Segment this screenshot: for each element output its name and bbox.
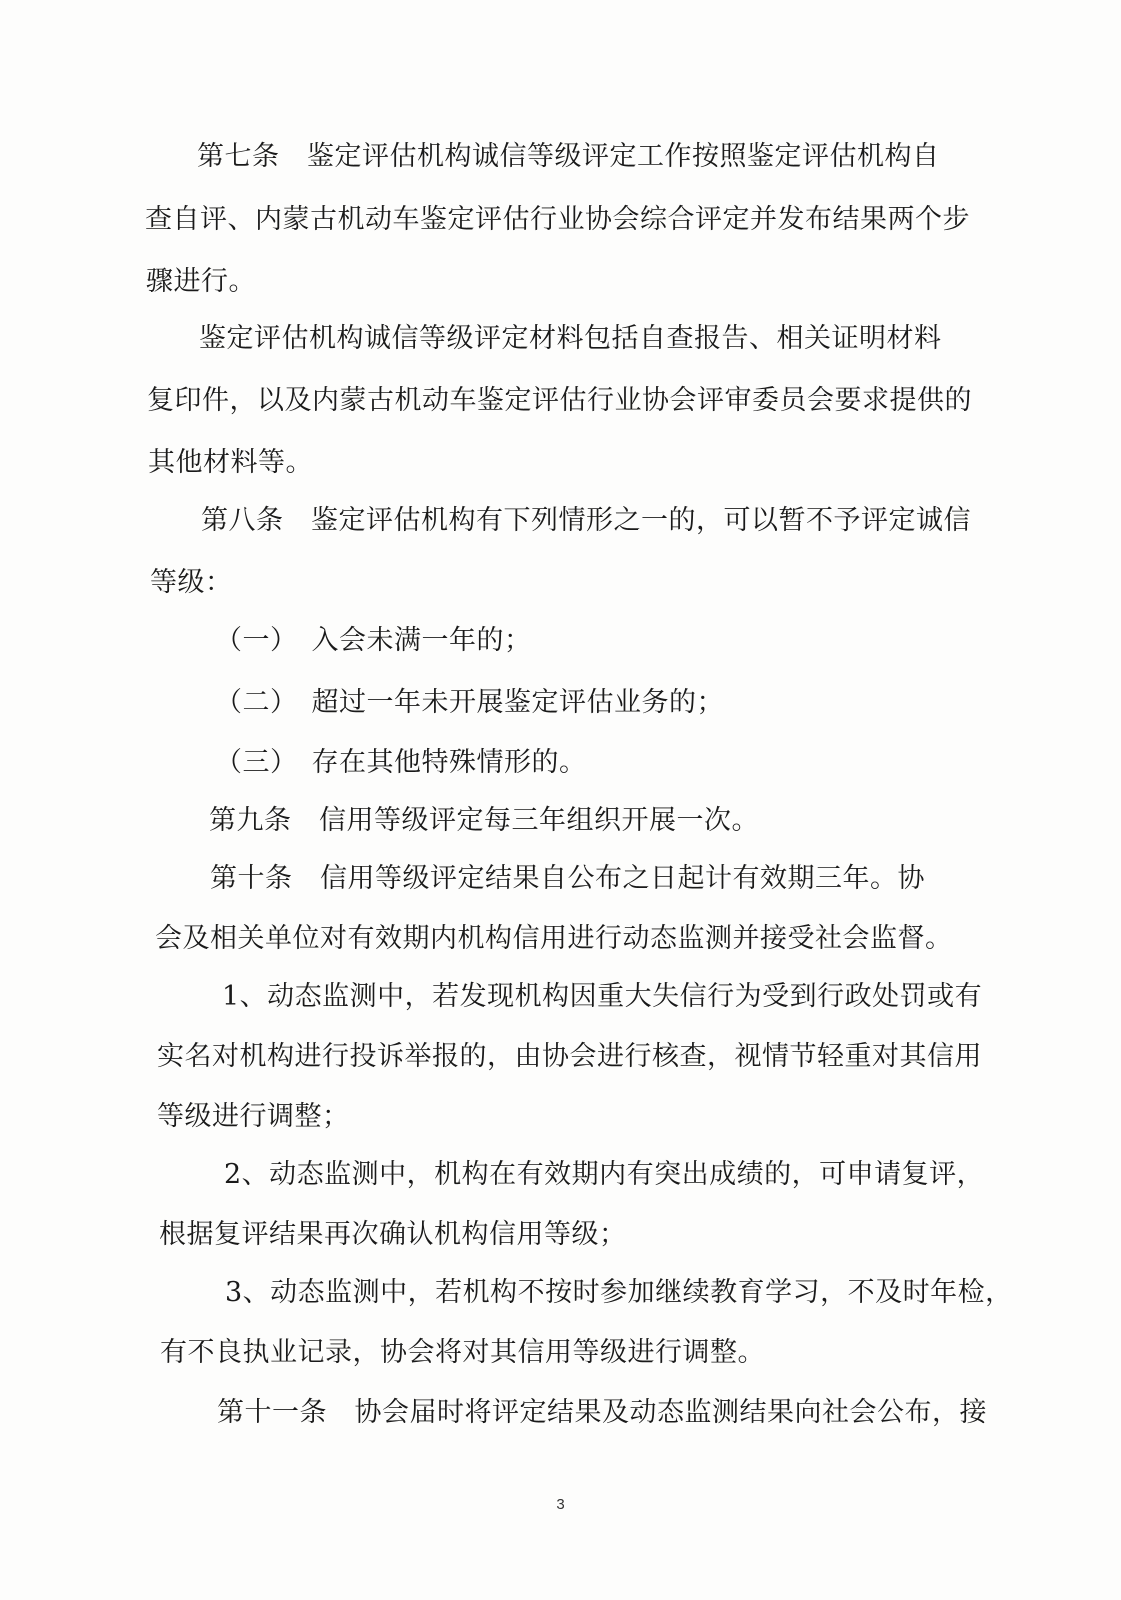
text-line-5: 复印件，以及内蒙古机动车鉴定评估行业协会评审委员会要求提供的 — [147, 385, 972, 416]
text-line-22: 第十一条 协会届时将评定结果及动态监测结果向社会公布，接 — [217, 1397, 987, 1428]
text-line-20: 3、动态监测中，若机构不按时参加继续教育学习，不及时年检， — [225, 1277, 1013, 1308]
text-line-14: 会及相关单位对有效期内机构信用进行动态监测并接受社会监督。 — [155, 923, 953, 954]
page-number: 3 — [556, 1496, 565, 1513]
text-line-16: 实名对机构进行投诉举报的，由协会进行核查，视情节轻重对其信用 — [157, 1041, 982, 1072]
text-line-3: 骤进行。 — [146, 266, 256, 297]
text-line-1: 第七条 鉴定评估机构诚信等级评定工作按照鉴定评估机构自 — [197, 141, 940, 172]
text-line-8: 等级： — [150, 567, 233, 598]
text-line-12: 第九条 信用等级评定每三年组织开展一次。 — [209, 805, 759, 836]
text-line-18: 2、动态监测中，机构在有效期内有突出成绩的，可申请复评， — [224, 1159, 985, 1190]
text-line-15: 1、动态监测中，若发现机构因重大失信行为受到行政处罚或有 — [222, 981, 983, 1012]
text-line-19: 根据复评结果再次确认机构信用等级； — [159, 1219, 627, 1250]
text-line-21: 有不良执业记录，协会将对其信用等级进行调整。 — [160, 1337, 765, 1368]
text-line-13: 第十条 信用等级评定结果自公布之日起计有效期三年。协 — [210, 863, 925, 894]
text-line-2: 查自评、内蒙古机动车鉴定评估行业协会综合评定并发布结果两个步 — [145, 204, 970, 235]
text-line-6: 其他材料等。 — [148, 447, 313, 478]
text-line-10: （二） 超过一年未开展鉴定评估业务的； — [215, 687, 724, 718]
text-line-4: 鉴定评估机构诚信等级评定材料包括自查报告、相关证明材料 — [199, 323, 942, 354]
text-line-11: （三） 存在其他特殊情形的。 — [215, 747, 587, 778]
text-line-7: 第八条 鉴定评估机构有下列情形之一的，可以暂不予评定诚信 — [201, 505, 971, 536]
text-line-9: （一） 入会未满一年的； — [215, 625, 532, 656]
text-line-17: 等级进行调整； — [157, 1101, 350, 1132]
